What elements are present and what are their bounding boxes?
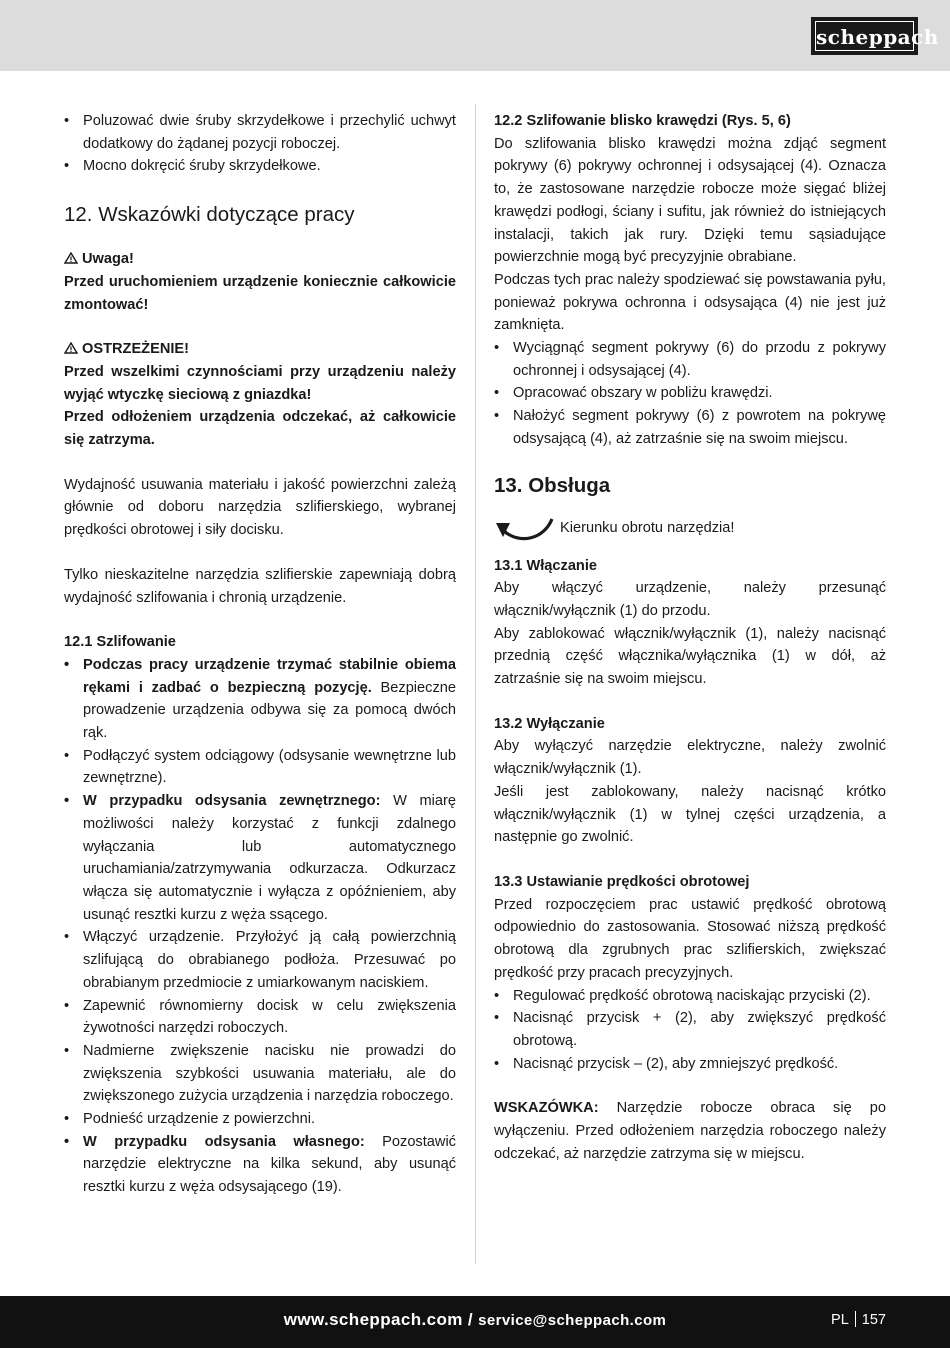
warning-label: OSTRZEŻENIE! [82, 341, 190, 358]
footer-contact [0, 1309, 950, 1332]
page-number-value: 157 [861, 1312, 886, 1328]
list-item: • Nałożyć segment pokrywy (6) z powrotem na pokrywę odsysającą (4), aż zatrzaśnie się na swoim miejscu. [494, 405, 886, 450]
page-divider [855, 1311, 856, 1327]
list-item: • Poluzować dwie śruby skrzydełkowe i przechylić uchwyt dodatkowy do żądanej pozycji roboczej. [64, 110, 456, 155]
list-item: • Nacisnąć przycisk + (2), aby zwiększyć prędkość obrotową. [494, 1007, 886, 1052]
rotation-arrow-icon [494, 513, 554, 549]
switch-on-paragraph-1: Aby włączyć urządzenie, należy przesunąć włącznik/wyłącznik (1) do przodu. [494, 580, 886, 619]
edge-grinding-bullet-list [494, 337, 886, 451]
note-label: WSKAZÓWKA: [494, 1100, 599, 1117]
paragraph-removal-rate: Wydajność usuwania materiału i jakość powierzchni zależą głównie od doboru narzędzia szlifierskiego, wybranej prędkości obrotowej i siły docisku. [64, 476, 456, 539]
speed-setting-paragraph: Przed rozpoczęciem prac ustawić prędkość obrotową odpowiednio do zastosowania. Stosować niższą prędkość obrotową dla zgrubnych prac szlifierskich, zwiększać prędkość przy pracach precyzyjnych. [494, 896, 886, 981]
scheppach-logo [811, 17, 939, 55]
switch-off-paragraph-2: Jeśli jest zablokowany, należy nacisnąć krótko włącznik/wyłącznik (1) w tylnej części urządzenia, a następnie go zwolnić. [494, 783, 886, 846]
warning-heading [64, 338, 456, 361]
switch-off-paragraph-1: Aby wyłączyć narzędzie elektryczne, należy zwolnić włącznik/wyłącznik (1). [494, 738, 886, 778]
caution-label: Uwaga! [82, 251, 134, 268]
subsection-13-3-heading: 13.3 Ustawianie prędkości obrotowej [494, 873, 750, 890]
speed-bullet-list [494, 985, 886, 1076]
edge-grinding-paragraph-1: Do szlifowania blisko krawędzi można zdjąć segment pokrywy (6) pokrywy ochronnej i odsysającej (4). Oznacza to, że zastosowane narzędzie robocze może sięgać bliżej krawędzi podłogi, ściany i sufitu, jak również do istniejących instalacji, takich jak rury. Dzięki temu sąsiadujące powierzchnie mogą być precyzyjnie obrabiane. [494, 135, 886, 266]
caution-heading [64, 248, 456, 271]
rotation-direction-note [494, 513, 886, 553]
list-item: • Włączyć urządzenie. Przyłożyć ją całą powierzchnią szlifującą do obrabianego podłoża. Przesuwać po obrabianym przedmiocie z umiarkowanym naciskiem. [64, 926, 456, 994]
warning-text-1: Przed wszelkimi czynnościami przy urządzeniu należy wyjąć wtyczkę sieciową z gniazdka! [64, 363, 456, 403]
rotation-direction-text: Kierunku obrotu narzędzia! [560, 519, 735, 536]
note-text: Narzędzie robocze obraca się po wyłączeniu. Przed odłożeniem narzędzia roboczego należy odczekać, aż narzędzie zatrzyma się w miejscu. [494, 1100, 886, 1162]
list-item: • Nadmierne zwiększenie nacisku nie prowadzi do zwiększenia szybkości usuwania materiału, ale do zwiększonego zużycia urządzenia i narzędzia roboczego. [64, 1040, 456, 1108]
list-item: • Nacisnąć przycisk – (2), aby zmniejszyć prędkość. [494, 1053, 886, 1076]
subsection-12-2-heading: 12.2 Szlifowanie blisko krawędzi (Rys. 5, 6) [494, 113, 791, 129]
email-link[interactable]: service@scheppach.com [478, 1312, 667, 1329]
left-column [64, 110, 456, 1199]
list-item: • Opracować obszary w pobliżu krawędzi. [494, 382, 886, 405]
page-number [831, 1309, 886, 1331]
edge-grinding-paragraph-2: Podczas tych prac należy spodziewać się powstawania pyłu, ponieważ pokrywa ochronna i odsysająca (4) nie jest już zamknięta. [494, 271, 886, 334]
column-divider [475, 104, 476, 1264]
section-12-heading: 12. Wskazówki dotyczące pracy [64, 203, 355, 227]
right-column [494, 110, 886, 1165]
header-bar [0, 0, 950, 71]
warning-triangle-icon [64, 342, 78, 354]
list-item: • W przypadku odsysania własnego: Pozostawić narzędzie elektryczne na kilka sekund, aby usunąć resztki kurzu z węża odsysającego (19). [64, 1131, 456, 1199]
language-code: PL [831, 1312, 849, 1328]
website-link[interactable]: www.scheppach.com [283, 1310, 463, 1329]
subsection-13-1-heading: 13.1 Włączanie [494, 557, 598, 574]
intro-bullet-list [64, 110, 456, 178]
list-item: • Podnieść urządzenie z powierzchni. [64, 1108, 456, 1131]
list-item: • Regulować prędkość obrotową naciskając przyciski (2). [494, 985, 886, 1008]
list-item: • W przypadku odsysania zewnętrznego: W miarę możliwości należy korzystać z funkcji zdalnego wyłączania lub automatycznego uruchamiania/zatrzymywania odkurzacza. Odkurzacz włącza się automatycznie i wyłącza z opóźnieniem, aby usunąć resztki kurzu z węża ssącego. [64, 790, 456, 926]
subsection-13-2-heading: 13.2 Wyłączanie [494, 715, 605, 732]
section-13-heading: 13. Obsługa [494, 473, 611, 497]
grinding-bullet-list [64, 654, 456, 1199]
footer-separator: / [462, 1310, 479, 1329]
list-item: • Zapewnić równomierny docisk w celu zwiększenia żywotności narzędzi roboczych. [64, 995, 456, 1040]
paragraph-tools: Tylko nieskazitelne narzędzia szlifierskie zapewniają dobrą wydajność szlifowania i chronią urządzenie. [64, 566, 456, 606]
note-paragraph [494, 1097, 886, 1165]
switch-on-paragraph-2: Aby zablokować włącznik/wyłącznik (1), należy nacisnąć przednią część włącznika/wyłącznika (1) w dół, aż zatrzaśnie się na swoim miejscu. [494, 625, 886, 688]
footer-bar [0, 1296, 950, 1348]
list-item: • Podczas pracy urządzenie trzymać stabilnie obiema rękami i zadbać o bezpieczną pozycję. Bezpieczne prowadzenie urządzenia odbywa się za pomocą dwóch rąk. [64, 654, 456, 745]
list-item: • Mocno dokręcić śruby skrzydełkowe. [64, 155, 456, 178]
warning-text-2: Przed odłożeniem urządzenia odczekać, aż całkowicie się zatrzyma. [64, 409, 456, 449]
caution-text: Przed uruchomieniem urządzenie koniecznie całkowicie zmontować! [64, 273, 456, 313]
subsection-12-1-heading: 12.1 Szlifowanie [64, 634, 176, 651]
logo-text: scheppach [815, 21, 914, 51]
warning-triangle-icon [64, 252, 78, 264]
list-item: • Podłączyć system odciągowy (odsysanie wewnętrzne lub zewnętrzne). [64, 745, 456, 790]
list-item: • Wyciągnąć segment pokrywy (6) do przodu z pokrywy ochronnej i odsysającej (4). [494, 337, 886, 382]
